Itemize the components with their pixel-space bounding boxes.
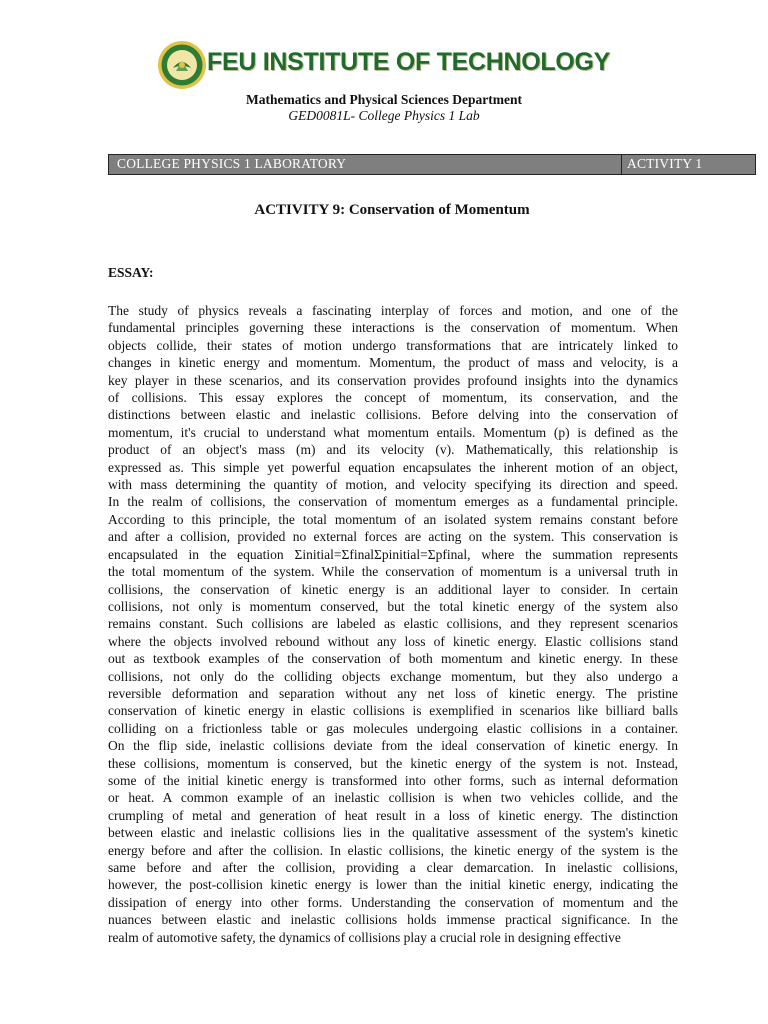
essay-line: collisions, not only is momentum conserved, but the total kinetic energy of the system also	[108, 598, 678, 614]
essay-line: where the objects involved rebound without any loss of kinetic energy. Elastic collisions stand	[108, 633, 678, 649]
essay-line: According to this principle, the total momentum of an isolated system remains constant before	[108, 511, 678, 527]
essay-line: momentum, it's crucial to understand what momentum entails. Momentum (p) is defined as the	[108, 424, 678, 440]
institution-header	[0, 36, 768, 96]
essay-line: encapsulated in the equation Σinitial=ΣfinalΣpinitial=Σpfinal, where the summation represents	[108, 546, 678, 562]
essay-line: colliding on a frictionless table or gas molecules undergoing elastic collisions in a container.	[108, 720, 678, 736]
essay-line: changes in kinetic energy and momentum. Momentum, the product of mass and velocity, is a	[108, 355, 678, 371]
essay-line: out as textbook examples of the conservation of both momentum and kinetic energy. In these	[108, 651, 678, 667]
essay-line: key player in these scenarios, and its conservation provides profound insights into the dynamics	[108, 372, 678, 388]
essay-line: conservation of kinetic energy in elastic collisions is exemplified in scenarios like billiard balls	[108, 703, 678, 719]
essay-line: remains constant. Such collisions are labeled as elastic collisions, and they represent scenarios	[108, 616, 678, 632]
essay-line: crumpling of metal and generation of heat result in a loss of kinetic energy. The distinction	[108, 807, 678, 823]
essay-line: In the realm of collisions, the conservation of momentum emerges as a fundamental principle.	[108, 494, 678, 510]
essay-line: dissipation of energy into other forms. Understanding the conservation of momentum and the	[108, 894, 678, 910]
essay-line: and after a collision, provided no external forces are acting on the system. This conservation is	[108, 529, 678, 545]
essay-line: between elastic and inelastic collisions lies in the qualitative assessment of the system's kinetic	[108, 825, 678, 841]
essay-line: reversible deformation and separation without any net loss of kinetic energy. The pristine	[108, 685, 678, 701]
activity-title: ACTIVITY 9: Conservation of Momentum	[254, 202, 530, 218]
essay-line: same before and after the collision, providing a clear demarcation. In inelastic collisions,	[108, 860, 678, 875]
essay-line: these collisions, momentum is conserved, but the kinetic energy of the system is not. Instead,	[108, 755, 678, 771]
essay-line: objects collide, their states of motion undergo transformations that are intricately linked to	[108, 337, 678, 353]
department-name: Mathematics and Physical Sciences Department	[246, 92, 522, 107]
feu-seal-logo	[157, 40, 207, 90]
activity-label: ACTIVITY 1	[627, 156, 703, 171]
essay-line: collisions, not only do the colliding objects exchange momentum, but they also undergo a	[108, 668, 678, 684]
essay-line: fundamental principles governing these interactions is the conservation of momentum. When	[108, 320, 678, 336]
essay-body	[108, 302, 678, 946]
essay-line: On the flip side, inelastic collisions deviate from the ideal conservation of kinetic energy. In	[108, 738, 678, 754]
essay-line: however, the post-collision kinetic energy is lower than the initial kinetic energy, indicating the	[108, 877, 678, 893]
lab-title-bar	[108, 154, 756, 175]
essay-line: the total momentum of the system. While the conservation of momentum is a universal truth in	[108, 564, 678, 580]
essay-line: realm of automotive safety, the dynamics of collisions play a crucial role in designing effective	[108, 929, 621, 945]
institution-name: FEU INSTITUTE OF TECHNOLOGY	[207, 48, 611, 76]
essay-line: with mass determining the quantity of motion, and velocity specifying its direction and speed.	[108, 477, 678, 493]
essay-line: nuances between elastic and inelastic collisions holds immense practical significance. In the	[108, 912, 678, 928]
essay-line: The study of physics reveals a fascinating interplay of forces and motion, and one of the	[108, 303, 678, 318]
course-code: GED0081L- College Physics 1 Lab	[288, 108, 480, 123]
essay-line: collisions, the conservation of kinetic energy is an additional layer to consider. In certain	[108, 581, 678, 597]
bar-divider	[621, 155, 622, 174]
section-heading: ESSAY:	[108, 265, 154, 280]
essay-line: expressed as. This simple yet powerful equation encapsulates the inherent motion of an object,	[108, 459, 678, 475]
essay-line: energy before and after the collision. In elastic collisions, the kinetic energy of the system is the	[108, 842, 678, 858]
essay-line: or heat. A common example of an inelastic collision is when two vehicles collide, and the	[108, 790, 678, 806]
essay-line: some of the initial kinetic energy is transformed into other forms, such as internal deformation	[108, 772, 678, 788]
essay-line: distinctions between elastic and inelastic collisions. Before delving into the conservation of	[108, 407, 678, 423]
lab-course-label: COLLEGE PHYSICS 1 LABORATORY	[117, 156, 347, 171]
essay-line: of collisions. This essay explores the concept of momentum, its conservation, and the	[108, 390, 678, 406]
essay-line: product of an object's mass (m) and its velocity (v). Mathematically, this relationship is	[108, 442, 678, 458]
